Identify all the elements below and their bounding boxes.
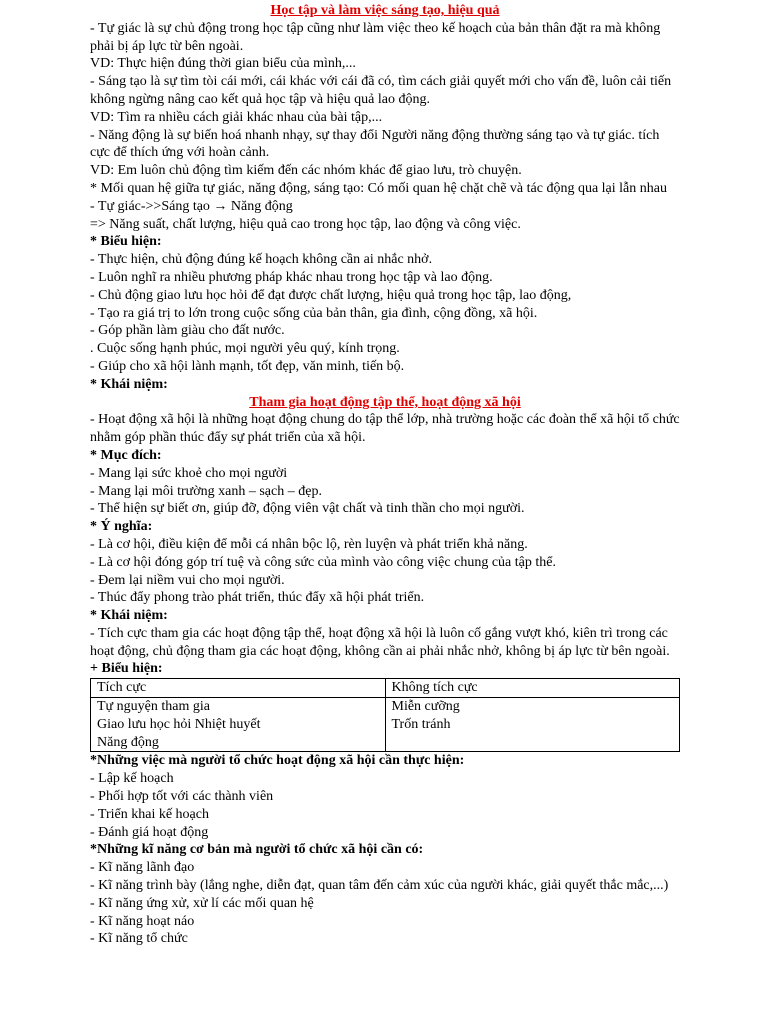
text-line: - Góp phần làm giàu cho đất nước. [90,323,285,339]
text-line: - Mang lại sức khoẻ cho mọi người [90,465,288,481]
text-line: - Luôn nghĩ ra nhiều phương pháp khác nhau trong học tập và lao động. [90,269,493,285]
table-cell-positive [91,698,386,752]
text-line: - Thúc đẩy phong trào phát triển, thúc đẩy xã hội phát triển. [90,590,425,606]
table-header-cell: Không tích cực [385,679,680,698]
section-2-body [90,411,680,678]
text-line: - Hoạt động xã hội là những hoạt động chung do tập thể lớp, nhà trường hoặc các đoàn thể xã hội tổ chức nhằm góp phần thúc đẩy sự phát triển của xã hội. [90,412,680,446]
text-line: - Chủ động giao lưu học hỏi để đạt được chất lượng, hiệu quả trong học tập, lao động, [90,287,572,303]
text-line: - Triển khai kế hoạch [90,806,209,822]
text-line: VD: Thực hiện đúng thời gian biểu của mình,... [90,56,356,72]
text-line: - Kĩ năng tổ chức [90,931,188,947]
table-header-row [91,679,680,698]
text-line: - Kĩ năng lãnh đạo [90,860,195,876]
section-heading: * Khái niệm: [90,376,168,392]
section-heading: * Mục đích: [90,447,162,463]
text-line: - Đem lại niềm vui cho mọi người. [90,572,285,588]
table-cell-line: Giao lưu học hỏi Nhiệt huyết [97,716,261,732]
text-line: - Sáng tạo là sự tìm tòi cái mới, cái khác với cái đã có, tìm cách giải quyết mới cho vấn đề, luôn cải tiến không ngừng nâng cao kết quả học tập và hiệu quả lao động. [90,74,672,107]
text-line: - Giúp cho xã hội lành mạnh, tốt đẹp, văn minh, tiến bộ. [90,358,405,374]
table-cell-line: Miễn cưỡng [391,699,460,715]
table-cell-line: Trốn tránh [391,716,451,732]
text-line: - Đánh giá hoạt động [90,824,209,840]
text-line: - Tạo ra giá trị to lớn trong cuộc sống của bản thân, gia đình, cộng đồng, xã hội. [90,305,538,321]
section-heading: *Những việc mà người tổ chức hoạt động xã hội cần thực hiện: [90,753,465,769]
bieu-hien-table [90,678,680,752]
section-2-footer [90,752,680,948]
section-heading: *Những kĩ năng cơ bản mà người tổ chức xã hội cần có: [90,842,424,858]
text-line: VD: Tìm ra nhiều cách giải khác nhau của bài tập,... [90,109,383,125]
text-line: - Kĩ năng ứng xử, xử lí các mối quan hệ [90,895,314,911]
text-line: - Tự giác là sự chủ động trong học tập cũng như làm việc theo kế hoạch của bản thân đặt ra mà không phải bị áp lực từ bên ngoài. [90,20,661,54]
text-line: - Kĩ năng hoạt náo [90,913,195,929]
text-line: * Mối quan hệ giữa tự giác, năng động, sáng tạo: Có mối quan hệ chặt chẽ và tác động qua lại lẫn nhau [90,180,667,196]
table-header-cell: Tích cực [91,679,386,698]
text-line: => Năng suất, chất lượng, hiệu quả cao trong học tập, lao động và công việc. [90,216,521,232]
text-line: - Kĩ năng trình bày (lắng nghe, diễn đạt, quan tâm đến cảm xúc của người khác, giải quyết thắc mắc,...) [90,878,669,894]
text-line: VD: Em luôn chủ động tìm kiếm đến các nhóm khác để giao lưu, trò chuyện. [90,163,522,179]
section-1-title: Học tập và làm việc sáng tạo, hiệu quả [270,3,500,18]
table-cell-negative [385,698,680,752]
section-heading: * Khái niệm: [90,608,168,624]
text-line: - Là cơ hội, điều kiện để mỗi cá nhân bộc lộ, rèn luyện và phát triển khả năng. [90,536,528,552]
text-line: - Tích cực tham gia các hoạt động tập thể, hoạt động xã hội là luôn cố gắng vượt khó, kiên trì trong các hoạt động, chủ động tham gia các hoạt động, không cần ai phải nhắc nhở, không bị áp lực từ bên ngoài. [90,625,670,659]
text-line: - Là cơ hội đóng góp trí tuệ và công sức của mình vào công việc chung của tập thể. [90,554,556,570]
text-line: - Tự giác->>Sáng tạo → Năng động [90,198,293,214]
text-line: - Năng động là sự biến hoá nhanh nhạy, sự thay đổi Người năng động thường sáng tạo và tự giác. tích cực để thích ứng với hoàn cảnh. [90,127,660,161]
section-2-title: Tham gia hoạt động tập thể, hoạt động xã hội [249,394,521,410]
section-heading: * Biểu hiện: [90,234,162,250]
text-line: - Phối hợp tốt với các thành viên [90,789,274,805]
section-1-body [90,20,680,394]
table-cell-line: Tự nguyện tham gia [97,699,210,715]
section-heading: * Ý nghĩa: [90,519,153,535]
text-line: - Thể hiện sự biết ơn, giúp đỡ, động viên vật chất và tinh thần cho mọi người. [90,501,525,517]
text-line: . Cuộc sống hạnh phúc, mọi người yêu quý, kính trọng. [90,341,400,357]
section-heading: + Biểu hiện: [90,661,163,677]
table-row [91,698,680,752]
text-line: - Mang lại môi trường xanh – sạch – đẹp. [90,483,322,499]
text-line: - Thực hiện, chủ động đúng kế hoạch không cần ai nhắc nhở. [90,252,433,268]
table-cell-line: Năng động [97,734,159,750]
text-line: - Lập kế hoạch [90,771,174,787]
